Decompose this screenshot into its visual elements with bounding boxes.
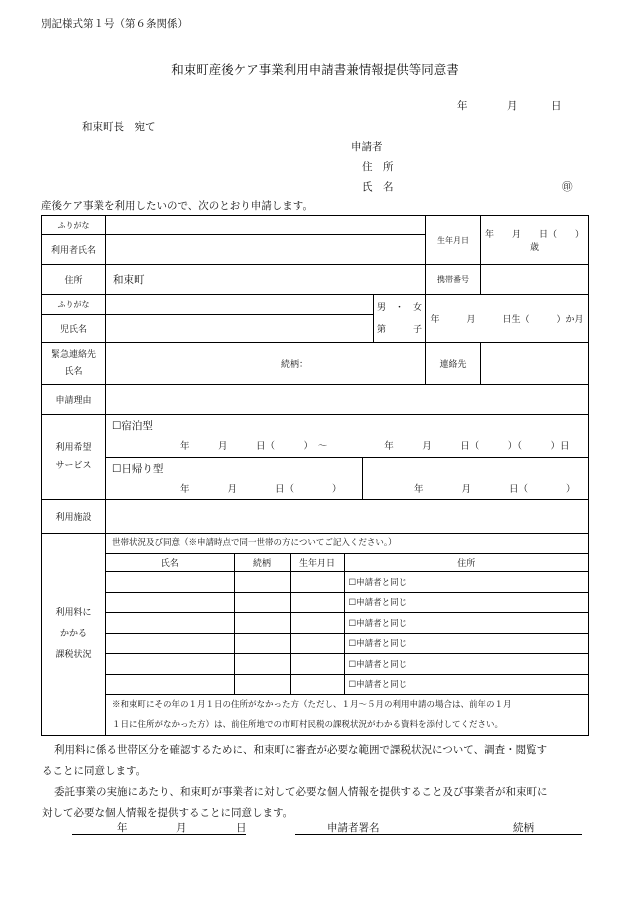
day-date-1: 年 月 日（ ） [180, 484, 342, 495]
emergency-contact-label [42, 343, 106, 385]
form-number: 別記様式第１号（第６条関係） [41, 18, 188, 30]
household-relation-input[interactable] [234, 613, 290, 634]
consent-p2-line2: 対して必要な個人情報を提供することに同意します。 [42, 807, 294, 819]
facility-input[interactable] [106, 500, 589, 534]
date-signature-line[interactable] [72, 834, 246, 835]
sex-options[interactable]: 男 ・ 女 [377, 302, 423, 313]
applicant-label: 申請者 [351, 141, 383, 153]
emergency-contact-input[interactable] [106, 343, 426, 385]
consent-text [42, 740, 590, 824]
child-birth-input[interactable] [426, 295, 589, 343]
address-label: 住所 [42, 265, 106, 295]
address-input[interactable] [106, 265, 426, 295]
furigana-label: ふりがな [42, 216, 106, 235]
user-name-input[interactable] [106, 235, 426, 265]
household-address-option[interactable]: ☐申請者と同じ [344, 572, 588, 593]
seal-mark: ㊞ [562, 181, 573, 193]
furigana-input[interactable] [106, 216, 426, 235]
reason-input[interactable] [106, 385, 589, 415]
tax-status-label [42, 534, 106, 736]
day-date-2: 年 月 日（ ） [414, 484, 576, 495]
sign-month: 月 [176, 822, 187, 834]
household-birth-input[interactable] [290, 613, 344, 634]
birth-input[interactable] [481, 216, 589, 265]
date-month: 月 [507, 100, 518, 112]
household-row [106, 654, 588, 675]
day-type-divider [362, 458, 363, 499]
household-relation-input[interactable] [234, 674, 290, 695]
household-row [106, 633, 588, 654]
household-relation-input[interactable] [234, 654, 290, 675]
tax-label-line2: かかる [59, 629, 87, 639]
day-type-checkbox[interactable]: ☐日帰り型 [112, 463, 164, 475]
child-furigana-input[interactable] [106, 295, 374, 315]
household-relation-input[interactable] [234, 592, 290, 613]
signer-signature-line[interactable] [295, 834, 582, 835]
stay-type-row[interactable] [106, 415, 588, 458]
household-name-input[interactable] [106, 654, 234, 675]
household-row [106, 613, 588, 634]
signer-relation-label: 続柄 [513, 822, 534, 834]
household-birth-input[interactable] [290, 654, 344, 675]
consent-p1-line1: 利用料に係る世帯区分を確認するために、和束町に審査が必要な範囲で課税状況について、調査・閲覧す [54, 744, 548, 756]
child-name-input[interactable] [106, 315, 374, 343]
household-row [106, 592, 588, 613]
tax-note-line1: ※和束町にその年の１月１日の住所がなかった方（ただし、１月～５月の利用申請の場合は、前年の１月 [112, 700, 512, 710]
stay-dates: 年 月 日（ ） ～ 年 月 日（ ）（ ）日 [180, 441, 570, 452]
service-label-line1: 利用希望 [55, 443, 92, 453]
birth-label: 生年月日 [426, 216, 481, 265]
tax-note [106, 695, 588, 735]
household-address-option[interactable]: ☐申請者と同じ [344, 613, 588, 634]
intro-text: 産後ケア事業を利用したいので、次のとおり申請します。 [41, 200, 313, 212]
household-name-input[interactable] [106, 592, 234, 613]
consent-p2-line1: 委託事業の実施にあたり、和束町が事業者に対して必要な個人情報を提供すること及び事業者が和束町に [54, 786, 548, 798]
application-table [41, 215, 589, 736]
household-section [106, 534, 589, 736]
service-label-line2: サービス [55, 461, 92, 471]
sign-day: 日 [236, 822, 247, 834]
facility-label: 利用施設 [42, 500, 106, 534]
household-name-input[interactable] [106, 572, 234, 593]
applicant-address-label: 住 所 [362, 161, 394, 173]
household-birth-input[interactable] [290, 633, 344, 654]
col-address: 住所 [344, 554, 588, 572]
stay-type-checkbox[interactable]: ☐宿泊型 [112, 420, 153, 432]
date-day: 日 [551, 100, 562, 112]
household-table [106, 553, 588, 695]
child-furigana-label: ふりがな [42, 295, 106, 315]
mobile-input[interactable] [481, 265, 589, 295]
addressee: 和束町長 宛て [82, 121, 156, 133]
address-value: 和束町 [113, 274, 145, 286]
tax-note-line2: １日に住所がなかった方）は、前住所地での市町村民税の課税状況がわかる資料を添付してください。 [112, 720, 504, 730]
birth-order: 第 子 [377, 324, 423, 335]
tax-label-line3: 課税状況 [55, 650, 92, 660]
sex-order-cell[interactable] [374, 295, 426, 343]
household-address-option[interactable]: ☐申請者と同じ [344, 654, 588, 675]
service-selection[interactable] [106, 415, 589, 500]
household-birth-input[interactable] [290, 572, 344, 593]
household-name-input[interactable] [106, 613, 234, 634]
mobile-label: 携帯番号 [426, 265, 481, 295]
date-year: 年 [457, 100, 468, 112]
consent-p1-line2: ることに同意します。 [42, 765, 147, 777]
col-birth: 生年月日 [290, 554, 344, 572]
sign-year: 年 [117, 822, 128, 834]
household-relation-input[interactable] [234, 572, 290, 593]
emergency-label-line2: 氏名 [64, 366, 83, 377]
relation-label: 続柄： [281, 360, 309, 370]
col-relation: 続柄 [234, 554, 290, 572]
service-label [42, 415, 106, 500]
day-type-row[interactable] [106, 458, 588, 499]
household-name-input[interactable] [106, 633, 234, 654]
user-name-label: 利用者氏名 [42, 235, 106, 265]
household-address-option[interactable]: ☐申請者と同じ [344, 592, 588, 613]
household-address-option[interactable]: ☐申請者と同じ [344, 633, 588, 654]
contact-input[interactable] [481, 343, 589, 385]
document-title: 和束町産後ケア事業利用申請書兼情報提供等同意書 [171, 62, 459, 77]
household-birth-input[interactable] [290, 592, 344, 613]
child-birth-value: 年 月 日生（ ）か月 [430, 315, 584, 325]
col-name: 氏名 [106, 554, 234, 572]
signer-label: 申請者署名 [327, 822, 380, 834]
household-row [106, 572, 588, 593]
birth-value: 年 月 日（ ）歳 [485, 230, 585, 253]
household-row [106, 674, 588, 695]
applicant-name-label: 氏 名 [362, 181, 394, 193]
household-relation-input[interactable] [234, 633, 290, 654]
contact-label: 連絡先 [426, 343, 481, 385]
emergency-label-line1: 緊急連絡先 [50, 349, 96, 360]
household-address-option[interactable]: ☐申請者と同じ [344, 674, 588, 695]
household-name-input[interactable] [106, 674, 234, 695]
child-name-label: 児氏名 [42, 315, 106, 343]
household-birth-input[interactable] [290, 674, 344, 695]
reason-label: 申請理由 [42, 385, 106, 415]
household-heading: 世帯状況及び同意（※申請時点で同一世帯の方についてご記入ください。） [112, 538, 397, 548]
tax-label-line1: 利用料に [55, 608, 92, 618]
